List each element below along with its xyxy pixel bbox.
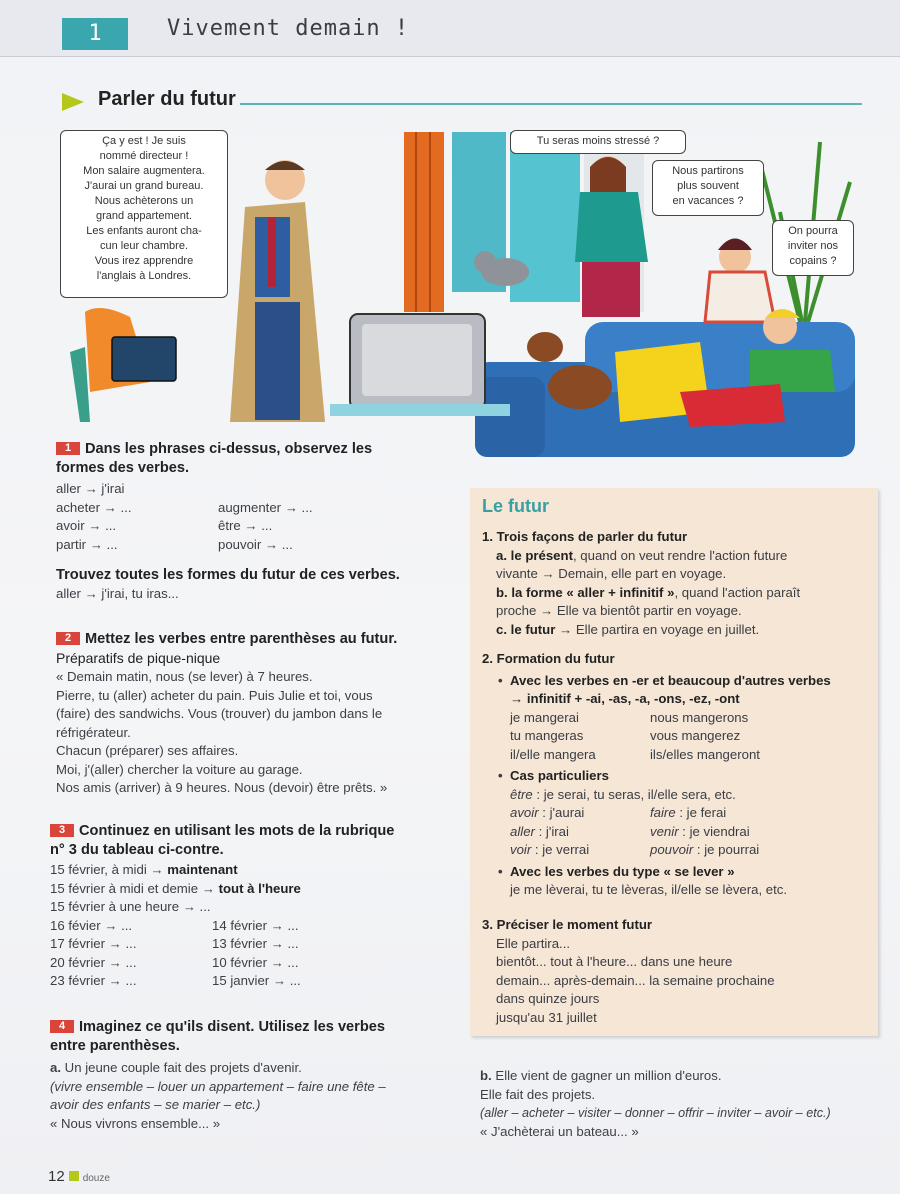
ex3-line: 15 février à une heure → ... — [50, 899, 211, 914]
futur-s1-b-2: proche → Elle va bientôt partir en voyage. — [496, 603, 742, 618]
bubble-line: copains ? — [789, 255, 837, 267]
ex1-subexample: aller → j'irai, tu iras... — [56, 585, 179, 601]
irr-item: pouvoir : je pourrai — [650, 842, 760, 857]
ex1-item: acheter → ... — [56, 499, 132, 515]
ex1-verb-grid — [56, 499, 456, 555]
futur-s3-line: dans quinze jours — [496, 991, 600, 1006]
ex3-item: 20 février → ... — [50, 954, 137, 970]
bubble-line: nommé directeur ! — [99, 150, 189, 162]
ex3-item: 14 février → ... — [212, 917, 299, 933]
futur-s1-b: b. la forme « aller + infinitif », quand l'action paraît — [496, 584, 801, 600]
exercise-1-title-2: formes des verbes. — [56, 459, 190, 476]
page-number: 12 — [48, 1168, 65, 1185]
ex3-line: 15 février, à midi → maintenant — [50, 862, 238, 877]
exercise-3-title-2: n° 3 du tableau ci-contre. — [50, 841, 224, 858]
ex2-line: Moi, j'(aller) chercher la voiture au garage. — [56, 761, 303, 777]
irr-item: voir : je verrai — [510, 842, 590, 857]
futur-s3-line: bientôt... tout à l'heure... dans une heure — [496, 954, 733, 969]
girl-speech-bubble — [652, 160, 764, 216]
ex3-item: 23 février → ... — [50, 973, 137, 988]
conj-item: vous mangerez — [650, 728, 741, 743]
conj-item: ils/elles mangeront — [650, 746, 760, 762]
ex4-b: b. Elle vient de gagner un million d'euros. — [480, 1068, 722, 1083]
ex1-item: partir → ... — [56, 536, 118, 552]
exercise-3 — [50, 822, 460, 991]
bubble-line: inviter nos — [787, 240, 839, 252]
futur-s1-a: a. le présent, quand on veut rendre l'action future — [496, 547, 788, 563]
ex3-date-grid — [50, 917, 460, 991]
futur-s3-title: 3. Préciser le moment futur — [482, 917, 653, 932]
ex1-subtitle: Trouvez toutes les formes du futur de ces verbes. — [56, 567, 400, 583]
ex3-line: 15 février à midi et demie → tout à l'heure — [50, 880, 301, 896]
ex1-item: augmenter → ... — [218, 499, 313, 515]
bubble-line: Vous irez apprendre — [94, 255, 194, 267]
exercise-2-title: 2 Mettez les verbes entre parenthèses au futur. — [56, 630, 456, 649]
bubble-line: Nous partirons — [672, 165, 744, 177]
grammar-box-title: Le futur — [482, 496, 549, 516]
bubble-line: Les enfants auront cha- — [86, 225, 202, 237]
ex4-a-start: « Nous vivrons ensemble... » — [50, 1115, 221, 1131]
futur-section-2 — [482, 650, 874, 900]
exercise-2 — [56, 630, 456, 798]
futur-section-1 — [482, 528, 872, 639]
futur-s2-bullet-3: • Avec les verbes du type « se lever » — [496, 863, 874, 882]
ex4-b-verbs: (aller – acheter – visiter – donner – offrir – inviter – avoir – etc.) — [480, 1106, 831, 1120]
exercise-number-badge: 1 — [56, 442, 80, 455]
exercise-3-title: 3 Continuez en utilisant les mots de la rubrique — [50, 822, 460, 841]
ex3-item: 10 février → ... — [212, 954, 299, 970]
section-arrow-icon — [62, 93, 84, 111]
futur-etre: être : je serai, tu seras, il/elle sera, etc. — [510, 786, 736, 802]
mother-speech-bubble: Tu seras moins stressé ? — [510, 130, 686, 154]
futur-section-3 — [482, 916, 872, 1027]
ex4-a-verbs: (vivre ensemble – louer un appartement – faire une fête – — [50, 1078, 386, 1094]
ex2-line: « Demain matin, nous (se lever) à 7 heures. — [56, 669, 313, 684]
irr-item: aller : j'irai — [510, 823, 569, 839]
exercise-1-title: 1 Dans les phrases ci-dessus, observez les — [56, 440, 456, 459]
futur-s1-title: 1. Trois façons de parler du futur — [482, 529, 688, 544]
page-footer — [48, 1168, 110, 1185]
ex1-example: aller → j'irai — [56, 481, 125, 496]
father-speech-bubble — [60, 130, 228, 298]
exercise-4-title-2: entre parenthèses. — [50, 1037, 180, 1054]
ex3-item: 13 février → ... — [212, 936, 299, 951]
exercise-4-b — [480, 1067, 890, 1141]
futur-s2-rule: → infinitif + -ai, -as, -a, -ons, -ez, -ont — [510, 691, 740, 706]
exercise-4 — [50, 1018, 470, 1133]
ex3-item: 17 février → ... — [50, 936, 137, 951]
exercise-4-title: 4 Imaginez ce qu'ils disent. Utilisez les verbes — [50, 1018, 470, 1037]
futur-se-lever-example: je me lèverai, tu te lèveras, il/elle se lèvera, etc. — [510, 882, 788, 897]
bubble-line: J'aurai un grand bureau. — [84, 180, 204, 192]
exercise-number-badge: 4 — [50, 1020, 74, 1033]
bubble-line: Mon salaire augmentera. — [83, 165, 205, 177]
futur-s3-line: Elle partira... — [496, 935, 571, 951]
ex4-a: a. Un jeune couple fait des projets d'avenir. — [50, 1060, 302, 1075]
bubble-line: On pourra — [788, 225, 838, 237]
conj-item: tu mangeras — [510, 728, 584, 743]
ex3-item: 16 févier → ... — [50, 917, 133, 933]
ex2-line: Nos amis (arriver) à 9 heures. Nous (devoir) être prêts. » — [56, 780, 388, 795]
ex2-line: réfrigérateur. — [56, 724, 131, 740]
ex1-item: être → ... — [218, 518, 273, 533]
futur-irregular-table — [482, 804, 874, 860]
futur-s3-line: jusqu'au 31 juillet — [496, 1009, 597, 1025]
bubble-line: grand appartement. — [95, 210, 192, 222]
ex3-item: 15 janvier → ... — [212, 973, 301, 988]
exercise-number-badge: 3 — [50, 824, 74, 837]
bubble-line: en vacances ? — [672, 195, 744, 207]
ex2-line: Pierre, tu (aller) acheter du pain. Puis Julie et toi, vous — [56, 687, 373, 703]
irr-item: avoir : j'aurai — [510, 805, 585, 820]
futur-s2-bullet-1: • Avec les verbes en -er et beaucoup d'autres verbes — [496, 672, 874, 691]
exercise-1 — [56, 440, 456, 603]
ex2-line: (faire) des sandwichs. Vous (trouver) du jambon dans le — [56, 706, 383, 721]
futur-s1-c: c. le futur → Elle partira en voyage en juillet. — [496, 621, 760, 637]
conj-item: il/elle mangera — [510, 746, 596, 762]
bubble-line: Ça y est ! Je suis — [102, 135, 186, 147]
page-number-word: douze — [82, 1173, 110, 1184]
conj-item: nous mangerons — [650, 709, 749, 725]
futur-conjugation-table — [482, 709, 874, 765]
bubble-line: cun leur chambre. — [99, 240, 189, 252]
grammar-box-futur — [470, 488, 878, 1036]
futur-s1-a-2: vivante → Demain, elle part en voyage. — [496, 566, 727, 581]
ex1-item: avoir → ... — [56, 518, 117, 533]
ex2-line: Chacun (préparer) ses affaires. — [56, 743, 239, 758]
family-illustration — [60, 122, 860, 467]
boy-speech-bubble — [772, 220, 854, 276]
exercise-number-badge: 2 — [56, 632, 80, 645]
bubble-line: l'anglais à Londres. — [96, 270, 192, 282]
ex2-subtitle: Préparatifs de pique-nique — [56, 649, 221, 666]
section-title: Parler du futur — [98, 88, 236, 110]
chapter-header-band — [0, 0, 900, 57]
bubble-line: plus souvent — [677, 180, 739, 192]
chapter-number: 1 — [62, 18, 128, 50]
ex4-a-verbs: avoir des enfants – se marier – etc.) — [50, 1097, 261, 1112]
irr-item: faire : je ferai — [650, 805, 727, 820]
irr-item: venir : je viendrai — [650, 823, 750, 839]
ex4-b-text: Elle fait des projets. — [480, 1086, 596, 1102]
ex1-item: pouvoir → ... — [218, 536, 293, 552]
futur-s2-title: 2. Formation du futur — [482, 651, 615, 666]
bubble-line: Nous achèterons un — [94, 195, 194, 207]
ex4-b-start: « J'achèterai un bateau... » — [480, 1123, 639, 1139]
futur-s3-line: demain... après-demain... la semaine prochaine — [496, 972, 775, 988]
footer-square-icon — [69, 1171, 79, 1181]
futur-s2-bullet-2: • Cas particuliers — [496, 767, 874, 786]
conj-item: je mangerai — [510, 709, 579, 725]
section-rule — [240, 103, 862, 105]
chapter-title: Vivement demain ! — [167, 16, 410, 41]
